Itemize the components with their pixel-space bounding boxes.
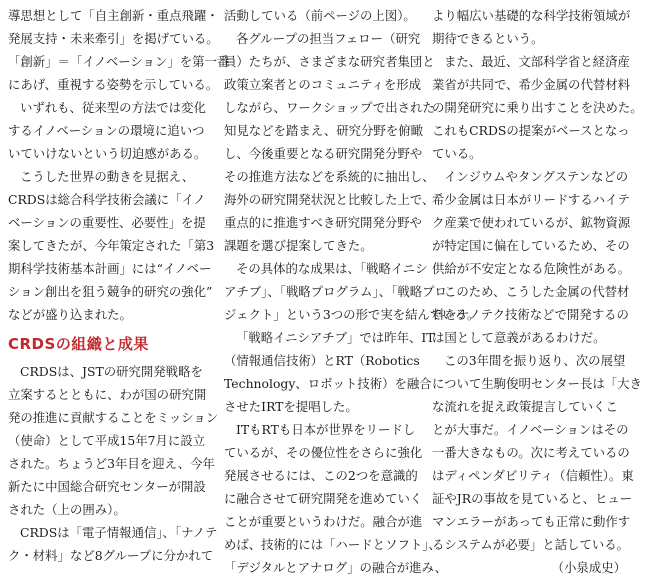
text-line: より幅広い基礎的な科学技術領域が: [432, 8, 631, 23]
text-line: し、今後重要となる研究開発分野や: [224, 146, 423, 161]
text-line: Technology、ロボット技術）を融合: [224, 376, 432, 391]
text-line: ことが重要というわけだ。融合が進: [224, 514, 423, 529]
text-line: CRDSは総合科学技術会議に「イノ: [8, 192, 206, 207]
text-line: いずれも、従来型の方法では変化: [20, 100, 206, 115]
text-line: また、最近、文部科学省と経済産: [444, 54, 630, 69]
col2-paragraphs: [224, 4, 480, 579]
text-line: 「デジタルとアナログ」の融合が進み、: [224, 560, 448, 575]
text-line: その推進方法などを系統的に抽出し、: [224, 169, 435, 184]
text-line: 導思想として「自主創新・重点飛躍・: [8, 8, 219, 23]
text-line: された（上の囲み）。: [8, 502, 126, 517]
text-line: に融合させて研究開発を進めていく: [224, 491, 423, 506]
text-line: が特定国に偏在しているため、その: [432, 238, 630, 253]
text-line: は国として意義があるわけだ。: [432, 330, 606, 345]
text-line: 「戦略イニシアチブ」では昨年、IT: [236, 330, 435, 345]
text-line: 重点的に推進すべき研究開発分野や: [224, 215, 423, 230]
text-line: CRDSは、JSTの研究開発戦略を: [20, 364, 203, 379]
text-line: にあげ、重視する姿勢を示している。: [8, 77, 219, 92]
text-line: 期科学技術基本計画」には“イノベー: [8, 261, 212, 276]
article-column-1: [8, 4, 230, 567]
text-line: ション創出を狙う競争的研究の強化”: [8, 284, 213, 299]
text-line: 員）たちが、さまざまな研究者集団と: [224, 54, 435, 69]
text-line: 料をナノテク技術などで開発するの: [432, 307, 629, 322]
text-line: こうした世界の動きを見据え、: [20, 169, 195, 184]
article-column-3: [432, 4, 643, 579]
text-line: 政策立案者とのコミュニティを形成: [224, 77, 422, 92]
text-line: CRDSは「電子情報通信」、「ナノテ: [20, 525, 218, 540]
col3-paragraphs: [432, 4, 643, 556]
text-line: 案してきたが、今年策定された「第3: [8, 238, 215, 253]
text-line: 「創新」＝「イノベーション」を第一番: [8, 54, 230, 69]
text-line: 新たに中国総合研究センターが開設: [8, 479, 206, 494]
text-line: 立案するとともに、わが国の研究開: [8, 387, 207, 402]
text-line: （情報通信技術）とRT（Robotics: [224, 353, 420, 368]
text-line: 知見などを踏まえ、研究分野を俯瞰: [224, 123, 423, 138]
text-line: ク産業で使われているが、鉱物資源: [432, 215, 631, 230]
text-line: その具体的な成果は、「戦略イニシ: [236, 261, 428, 276]
text-line: な流れを捉え政策提言していくこ: [432, 399, 618, 414]
text-line: めば、技術的には「ハードとソフト」、: [224, 537, 441, 552]
col1-paragraphs-a: [8, 4, 230, 326]
section-heading: CRDSの組織と成果: [8, 335, 149, 353]
text-line: はディペンダビリティ（信頼性）。東: [432, 468, 634, 483]
text-line: ているが、その優位性をさらに強化: [224, 445, 423, 460]
text-line: 期待できるという。: [432, 31, 544, 46]
text-line: るシステムが必要」と話している。: [432, 537, 630, 552]
text-line: の開発研究に乗り出すことを決めた。: [432, 100, 643, 115]
text-line: ベーションの重要性、必要性」を提: [8, 215, 206, 230]
text-line: マンエラーがあっても正常に動作す: [432, 514, 631, 529]
text-line: ジェクト」という3つの形で実を結んでいる。: [224, 307, 480, 322]
text-line: この3年間を振り返り、次の展望: [444, 353, 626, 368]
text-line: 業省が共同で、希少金属の代替材料: [432, 77, 631, 92]
text-line: 課題を選び提案してきた。: [224, 238, 373, 253]
text-line: 一番大きなもの。次に考えているの: [432, 445, 630, 460]
text-line: するイノベーションの環境に追いつ: [8, 123, 205, 138]
text-line: とが大事だ。イノベーションはその: [432, 422, 629, 437]
text-line: インジウムやタングステンなどの: [444, 169, 629, 184]
text-line: 供給が不安定となる危険性がある。: [432, 261, 631, 276]
text-line: 証やJRの事故を見ていると、ヒュー: [432, 491, 633, 506]
text-line: 発展させるには、この2つを意識的: [224, 468, 418, 483]
text-line: 発展支持・未来牽引」を掲げている。: [8, 31, 219, 46]
text-line: 各グループの担当フェロー（研究: [236, 31, 421, 46]
author-signature: （小泉成史）: [551, 560, 626, 575]
text-line: 海外の研究開発状況と比較した上で、: [224, 192, 435, 207]
text-line: （使命）として平成15年7月に設立: [8, 433, 206, 448]
text-line: ク・材料」など8グループに分かれて: [8, 548, 214, 563]
text-line: いていけないという切迫感がある。: [8, 146, 207, 161]
text-line: ITもRTも日本が世界をリードし: [236, 422, 416, 437]
col1-paragraphs-b: [8, 360, 219, 567]
text-line: について生駒俊明センター長は「大き: [432, 376, 642, 391]
text-line: 発の推進に貢献することをミッション: [8, 410, 219, 425]
text-line: された。ちょうど3年目を迎え、今年: [8, 456, 215, 471]
text-line: させたIRTを提唱した。: [224, 399, 358, 414]
text-line: 希少金属は日本がリードするハイテ: [432, 192, 630, 207]
text-line: これもCRDSの提案がベースとなっ: [432, 123, 630, 138]
article-column-2: [224, 4, 480, 579]
text-line: などが盛り込まれた。: [8, 307, 132, 322]
text-line: ている。: [432, 146, 482, 161]
text-line: このため、こうした金属の代替材: [444, 284, 630, 299]
text-line: しながら、ワークショップで出された: [224, 100, 435, 115]
text-line: アチブ」、「戦略プログラム」、「戦略プロ: [224, 284, 447, 299]
text-line: 活動している（前ページの上図）。: [224, 8, 416, 23]
